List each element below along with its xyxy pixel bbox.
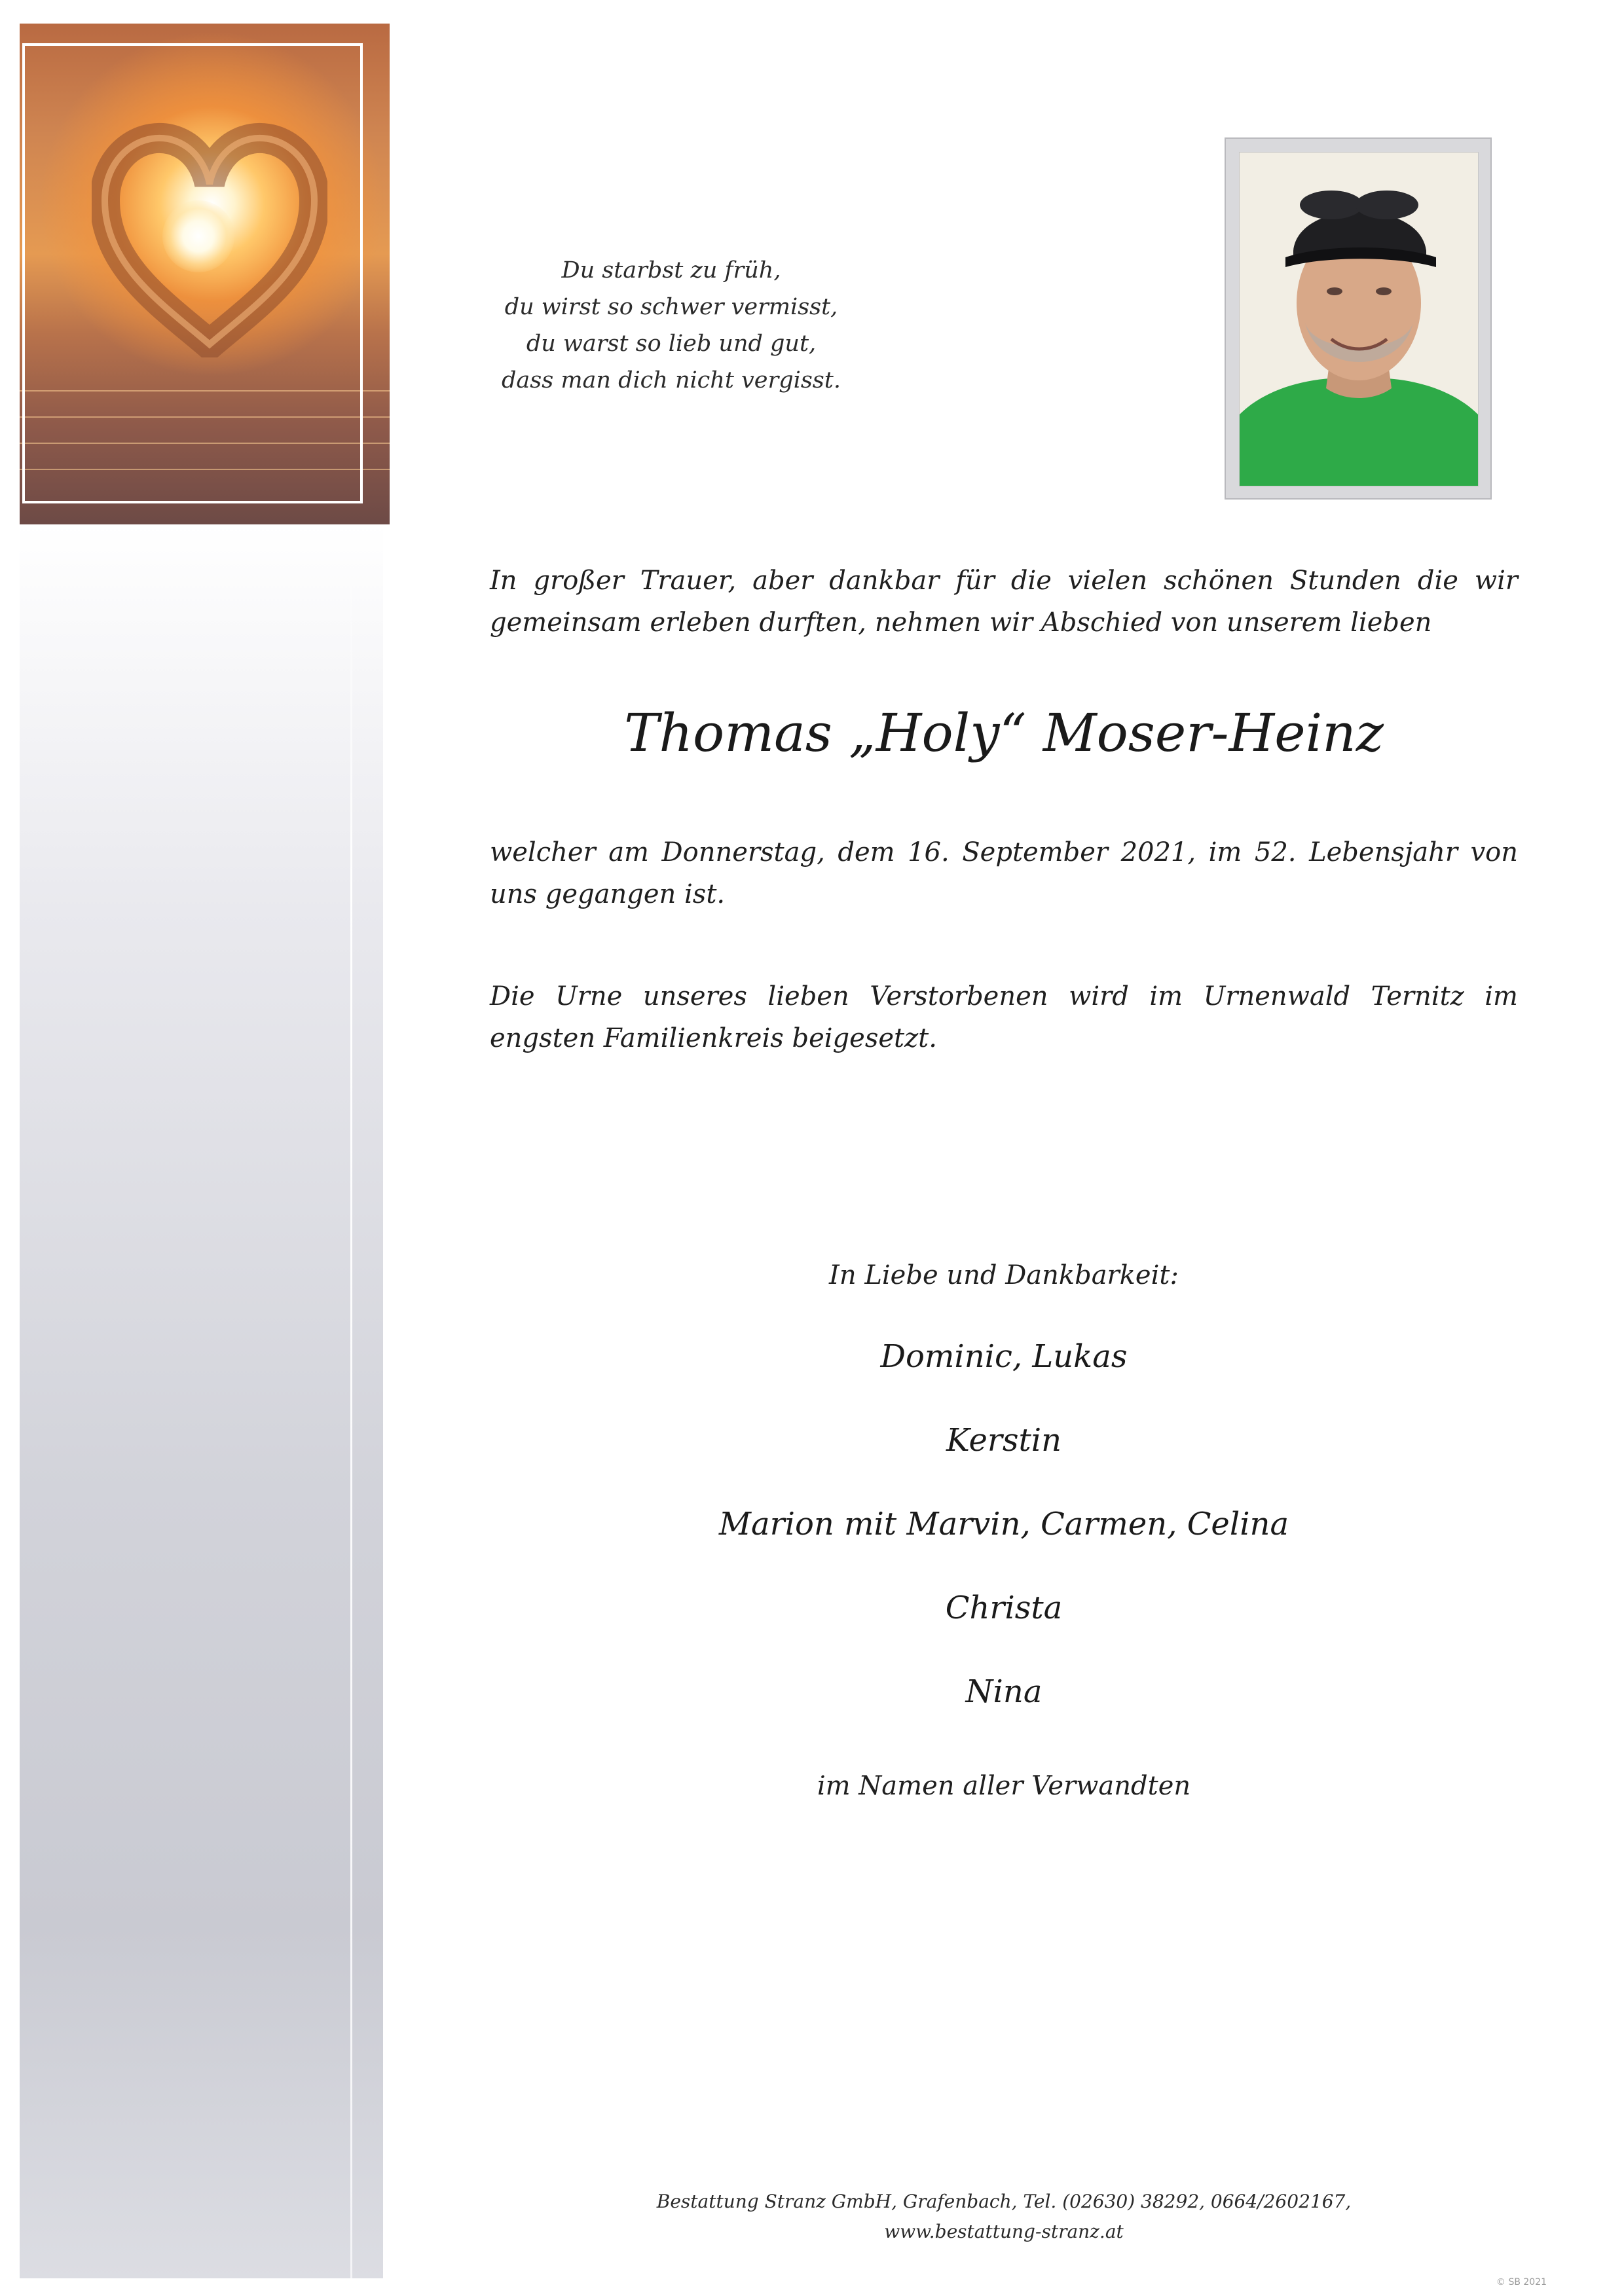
mourner-entry: Marion mit Marvin, Carmen, Celina	[718, 1506, 1289, 1542]
mourner-entry: Dominic, Lukas	[880, 1338, 1128, 1375]
heart-hands-image	[20, 24, 390, 524]
mourner-entry: Kerstin	[946, 1422, 1062, 1459]
quote-line: du warst so lieb und gut,	[526, 331, 817, 357]
quote-line: dass man dich nicht vergisst.	[502, 367, 841, 393]
quote-line: Du starbst zu früh,	[561, 257, 781, 283]
side-strip-divider	[350, 524, 352, 2278]
portrait-frame	[1225, 137, 1492, 500]
thanks-heading: In Liebe und Dankbarkeit:	[829, 1260, 1179, 1290]
image-inner-frame	[22, 43, 363, 503]
portrait-illustration	[1240, 153, 1478, 486]
mourner-entry: Christa	[945, 1590, 1063, 1626]
death-notice: welcher am Donnerstag, dem 16. September 2021, im 52. Lebensjahr von uns gegangen ist.	[490, 837, 1518, 909]
mourner-entry: Nina	[965, 1673, 1043, 1710]
quote-line: du wirst so schwer vermisst,	[504, 294, 838, 320]
footer-website: www.bestattung-stranz.at	[884, 2221, 1124, 2242]
footer-contact: Bestattung Stranz GmbH, Grafenbach, Tel. (02630) 38292, 0664/2602167,	[656, 2191, 1352, 2212]
portrait-photo	[1239, 152, 1479, 486]
side-decorative-strip	[20, 524, 383, 2278]
memorial-quote	[458, 252, 884, 399]
closing-line: im Namen aller Verwandten	[817, 1771, 1191, 1801]
burial-notice: Die Urne unseres lieben Verstorbenen wird im Urnenwald Ternitz im engsten Familienkreis beigesetzt.	[490, 981, 1518, 1053]
deceased-name: Thomas „Holy“ Moser-Heinz	[624, 702, 1384, 763]
corner-mark: © SB 2021	[1496, 2277, 1547, 2287]
intro-paragraph: In großer Trauer, aber dankbar für die vielen schönen Stunden die wir gemeinsam erleben durften, nehmen wir Abschied von unserem lieben	[490, 566, 1518, 638]
mourners-list	[490, 1336, 1518, 1755]
funeral-home-footer	[490, 2187, 1518, 2247]
